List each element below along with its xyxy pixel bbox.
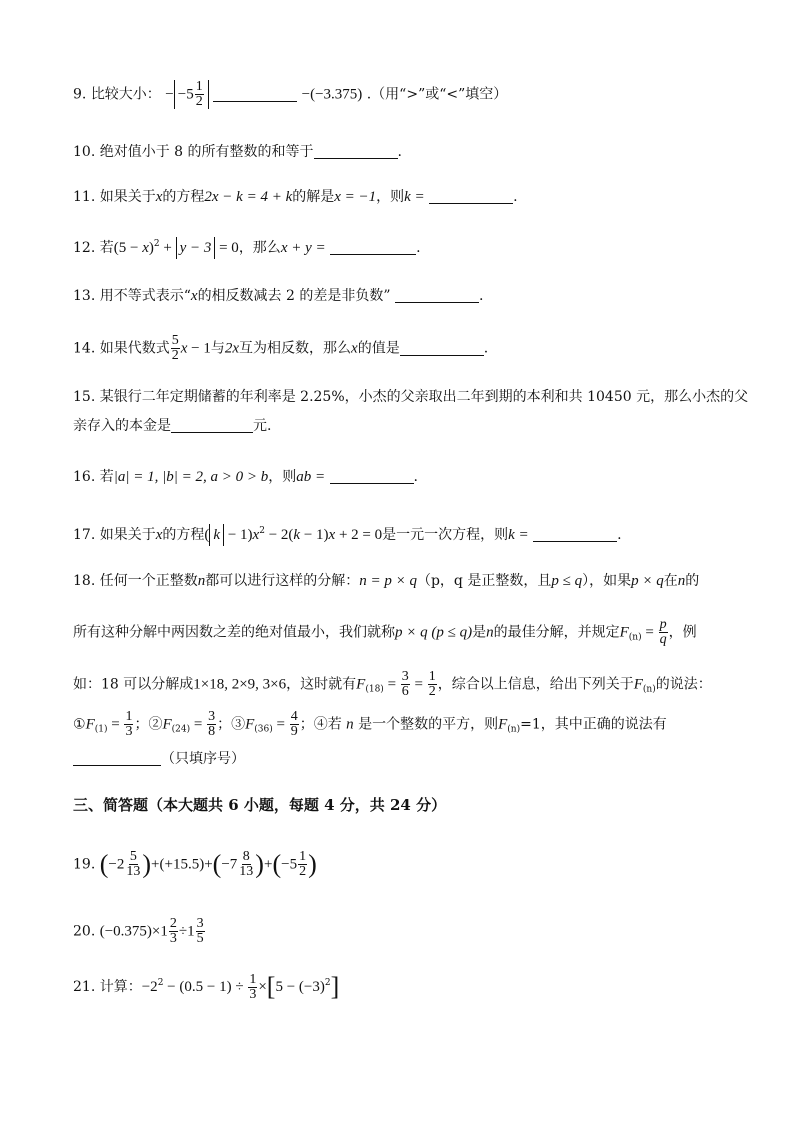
condition: |a| = 1, |b| = 2, a > 0 > b <box>113 469 269 485</box>
answer-blank[interactable] <box>213 87 297 102</box>
answer-blank[interactable] <box>400 341 484 356</box>
question-18-line4: $①F_{(1)}$ = $\frac{1}{3}$ ；$②F_{(24)}$ = $\frac{3}{8}$ ；$③F_{(36)}$ = $\frac{4}{9}$ ；④若 n 是一个整数的平方，则$F_{(n)}=1$，其中正确的说法有 <box>73 709 667 739</box>
question-15-line2 <box>73 415 734 437</box>
question-text: 某银行二年定期储蓄的年利率是 2.25%，小杰的父亲取出二年到期的本利和共 10450 元，那么小杰的父 <box>99 389 749 405</box>
question-number: 19. <box>73 856 96 873</box>
question-text: ），如果 <box>582 573 632 589</box>
question-text: ，这时就有 <box>286 676 357 693</box>
period: . <box>397 144 402 160</box>
question-text: 元. <box>253 418 272 434</box>
answer-blank[interactable] <box>395 288 479 303</box>
period: . <box>617 527 622 543</box>
question-text: 的方程 <box>162 527 205 543</box>
expression: x + y = <box>280 240 326 256</box>
expression: ab = <box>296 469 326 485</box>
answer-blank[interactable] <box>73 751 161 766</box>
question-text: 任何一个正整数 <box>99 573 198 589</box>
question-text: ① <box>73 716 86 733</box>
question-text: 互为相反数，那么 <box>239 340 352 357</box>
period: . <box>413 469 418 485</box>
question-text: 都可以进行这样的分解： <box>205 573 360 589</box>
equation: 2x − k = 4 + k <box>204 189 293 205</box>
question-text: 的最佳分解，并规定 <box>493 624 620 641</box>
question-number: 10. <box>73 144 96 160</box>
answer-blank[interactable] <box>171 418 253 433</box>
question-16 <box>73 466 734 488</box>
answer-blank[interactable] <box>429 189 513 204</box>
solution: x = −1 <box>334 189 377 205</box>
question-18: 18. 任何一个正整数n都可以进行这样的分解：n = p × q（p，q 是正整数，且p ≤ q），如果p × q在n的 <box>73 573 700 589</box>
question-text: 的解是 <box>292 189 335 205</box>
question-14: 14. 如果代数式 $\frac{5}{2}$ x − 1与2x互为相反数，那么x的值是 . <box>73 333 489 363</box>
question-20: 20. (−0.375)×1 $\frac{2}{3}$ ÷1 $\frac{3}{5}$ <box>73 916 204 946</box>
question-text: =1，其中正确的说法有 <box>520 716 667 733</box>
question-text: ，那么 <box>238 240 281 256</box>
question-number: 12. <box>73 240 96 256</box>
question-15 <box>73 386 749 408</box>
period: . <box>478 288 484 304</box>
question-number: 18. <box>73 573 96 589</box>
question-13: 13. 用不等式表示“x的相反数减去 2 的差是非负数” . <box>73 288 484 304</box>
question-text: 是一个整数的平方，则 <box>358 716 499 733</box>
question-text: 如果代数式 <box>99 340 170 357</box>
question-text: 的相反数减去 2 的差是非负数” <box>197 288 391 304</box>
question-text: 的值是 <box>357 340 400 357</box>
question-text: 若 <box>99 240 114 256</box>
question-text: 与 <box>210 340 225 357</box>
question-text: 如果关于 <box>99 189 156 205</box>
question-number: 13. <box>73 288 96 304</box>
question-12: 12. 若$(5 - x)^2 + y - 3 = 0$，那么x + y = . <box>73 233 734 259</box>
question-number: 17. <box>73 527 96 543</box>
question-text: 计算： <box>99 979 142 995</box>
question-text: ；③ <box>217 716 246 733</box>
question-text: ；④若 <box>299 716 342 733</box>
question-text: ；② <box>134 716 163 733</box>
question-19: 19. (−2 $\frac{5}{13}$ )+(+15.5)+(−7 $\frac{8}{13}$ )+(−5 $\frac{1}{2}$ ) <box>73 849 317 879</box>
variable: k = <box>404 189 425 205</box>
question-text: ，例 <box>668 624 697 641</box>
variable: k = <box>508 527 529 543</box>
question-text: ，综合以上信息，给出下列关于 <box>437 676 634 693</box>
period: . <box>416 240 421 256</box>
answer-blank[interactable] <box>330 469 414 484</box>
answer-blank[interactable] <box>330 240 416 255</box>
question-10 <box>73 141 734 163</box>
expression: 2x <box>224 340 240 357</box>
question-text: （p，q 是正整数，且 <box>416 573 552 589</box>
question-text: 是一元一次方程，则 <box>382 527 509 543</box>
period: . <box>483 340 489 357</box>
question-text: 亲存入的本金是 <box>73 418 171 434</box>
question-17: 17. 如果关于x的方程( $k - 1)x^2 - 2(k - 1)x + 2 = 0$是一元一次方程，则k = . <box>73 520 734 546</box>
question-text: 如：18 可以分解成 <box>73 676 194 693</box>
question-number: 15. <box>73 389 96 405</box>
question-number: 21. <box>73 979 96 995</box>
question-11: 11. 如果关于x的方程2x − k = 4 + k的解是x = −1，则k = . <box>73 189 518 205</box>
answer-blank[interactable] <box>314 144 398 159</box>
question-number: 14. <box>73 340 96 357</box>
question-text: 在 <box>663 573 678 589</box>
question-number: 20. <box>73 923 96 940</box>
question-text: 若 <box>99 469 114 485</box>
question-18-line5 <box>73 748 734 770</box>
question-9: 9. 比较大小： − −5 $\frac{1}{2}$ −(−3.375) .（用“>”或“<”填空） <box>73 79 508 109</box>
question-text: 所有这种分解中两因数之差的绝对值最小，我们就称 <box>73 624 395 641</box>
question-text: ，则 <box>268 469 297 485</box>
question-text: 是 <box>472 624 487 641</box>
question-text: 的 <box>685 573 700 589</box>
question-number: 16. <box>73 469 96 485</box>
question-number: 11. <box>73 189 96 205</box>
question-text: ，则 <box>376 189 405 205</box>
question-text: （只填序号） <box>161 751 245 767</box>
question-text: 用不等式表示“ <box>99 288 191 304</box>
factor-list: 1×18, 2×9, 3×6 <box>193 676 287 693</box>
math-value: (−3.375) <box>310 86 363 103</box>
question-21: 21. 计算：$-2^2 - (0.5 - 1)$ ÷ $\frac{1}{3}$ $\times[5 - (-3)^2]$ <box>73 971 340 1002</box>
question-text: 绝对值小于 8 的所有整数的和等于 <box>99 144 314 160</box>
question-hint: .（用“>”或“<”填空） <box>366 86 508 103</box>
answer-blank[interactable] <box>533 527 617 542</box>
period: . <box>513 189 518 205</box>
question-number: 9. <box>73 86 87 103</box>
question-text: 的方程 <box>162 189 205 205</box>
question-18-line3: 如：18 可以分解成1×18, 2×9, 3×6，这时就有$F_{(18)}$ = $\frac{3}{6}$ = $\frac{1}{2}$ ，综合以上信息，给出下列关于$F_{(n)}$的说法： <box>73 669 712 699</box>
section-title: 三、简答题（本大题共 6 小题，每题 4 分，共 24 分） <box>73 796 447 814</box>
question-text: 的说法： <box>655 676 712 693</box>
question-18-line2: 所有这种分解中两因数之差的绝对值最小，我们就称p × q (p ≤ q)是n的最佳分解，并规定$F_{(n)}$ = $\frac{p}{q}$ ，例 <box>73 617 697 647</box>
question-text: 比较大小： <box>90 86 161 103</box>
question-text: 如果关于 <box>99 527 156 543</box>
